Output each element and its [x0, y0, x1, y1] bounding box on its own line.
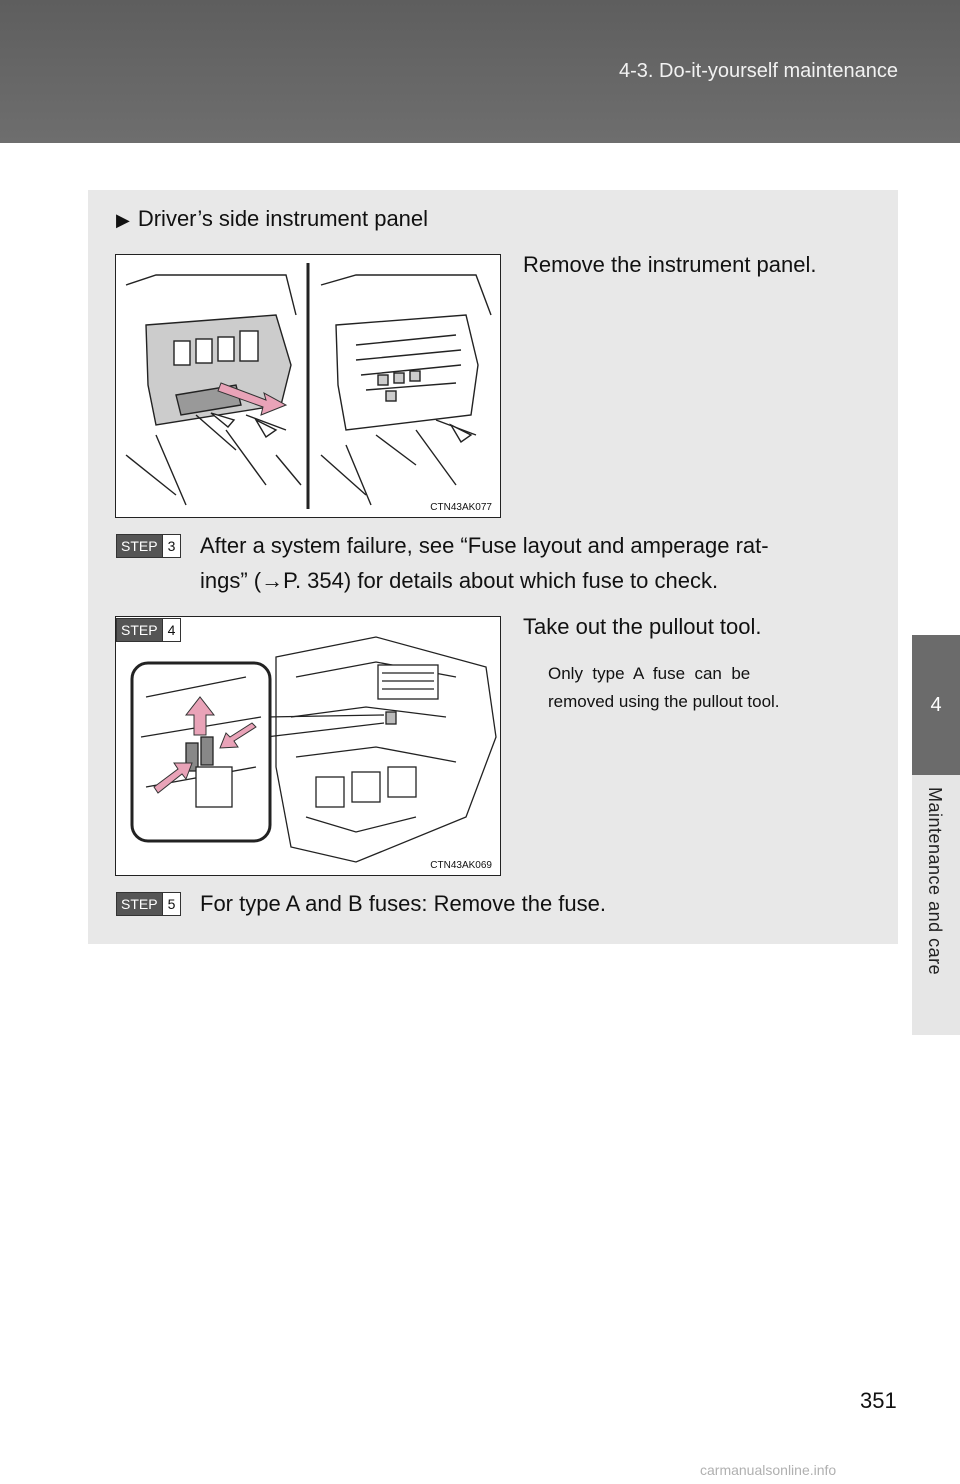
side-tab-label [912, 775, 960, 1035]
step-3-badge [116, 534, 181, 558]
step-5-badge [116, 892, 181, 916]
step-4-note-line1: Only type A fuse can be [548, 664, 751, 683]
figure-code: CTN43AK069 [430, 860, 492, 871]
step-word: STEP [117, 535, 162, 557]
side-tab-label-text: Maintenance and care [925, 787, 945, 976]
step-word: STEP [117, 893, 162, 915]
header-title: 4-3. Do-it-yourself maintenance [618, 60, 898, 82]
section-bullet [116, 206, 428, 232]
step-4-note-line2: removed using the pullout tool. [548, 692, 780, 711]
instrument-panel-illustration [116, 255, 500, 517]
step-3-line2: ings” (→P. 354) for details about which fuse to check. [200, 568, 719, 593]
step-number: 5 [162, 893, 181, 915]
step-word: STEP [117, 619, 162, 641]
step-5-text: For type A and B fuses: Remove the fuse. [200, 891, 607, 916]
figure-instrument-panel [115, 254, 501, 518]
watermark: carmanualsonline.info [700, 1462, 837, 1478]
page-header [0, 0, 960, 143]
step-number: 3 [162, 535, 181, 557]
step-3-line1: After a system failure, see “Fuse layout and amperage rat- [200, 533, 769, 558]
side-tab-number: 4 [912, 635, 960, 775]
figure-fuse-box [115, 616, 501, 876]
step-4-badge [116, 618, 181, 642]
bullet-title: Driver’s side instrument panel [137, 206, 429, 231]
step-4-text: Take out the pullout tool. [523, 614, 762, 639]
remove-panel-text: Remove the instrument panel. [523, 252, 817, 277]
fuse-box-illustration [116, 617, 500, 875]
figure-code: CTN43AK077 [430, 502, 492, 513]
triangle-bullet-icon: ▶ [116, 210, 130, 230]
page-number: 351 [860, 1388, 897, 1413]
step-number: 4 [162, 619, 181, 641]
